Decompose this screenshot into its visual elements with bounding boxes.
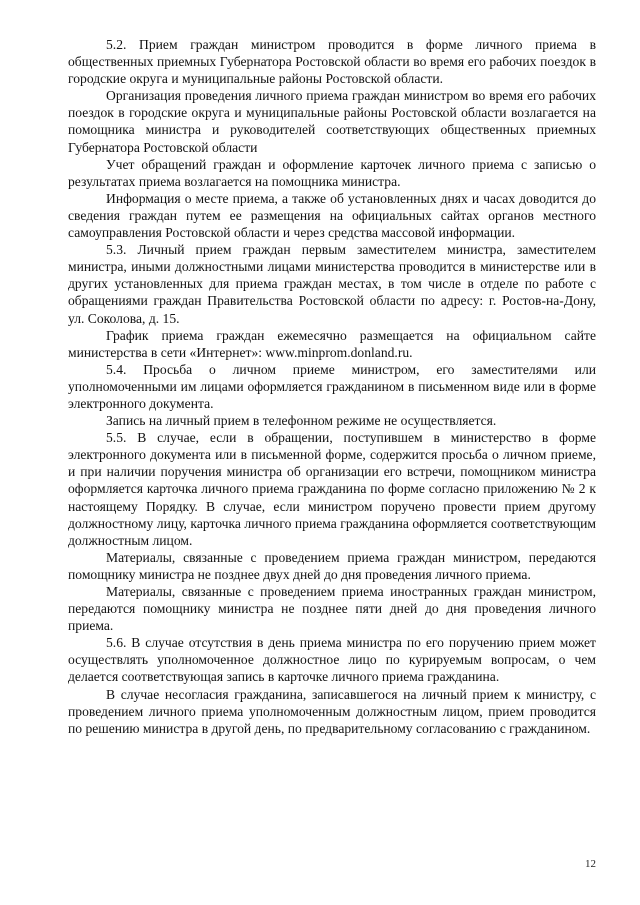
paragraph-disagreement: В случае несогласия гражданина, записавшегося на личный прием к министру, с проведением личного приема уполномоченным должностным лицом, прием проводится по решению министра в другой день, по предварительному согласованию с гражданином. [68, 686, 596, 736]
paragraph-5-2: 5.2. Прием граждан министром проводится в форме личного приема в общественных приемных Губернатора Ростовской области во время его рабочих поездок в городские округа и муниципальные районы Ростовской области. [68, 37, 596, 87]
paragraph-information: Информация о месте приема, а также об установленных днях и часах доводится до сведения граждан путем ее размещения на официальных сайтах органов местного самоуправления Ростовской области и через средства массовой информации. [68, 190, 596, 241]
paragraph-materials-foreign: Материалы, связанные с проведением приема иностранных граждан министром, передаются помощнику министра не позднее пяти дней до дня проведения личного приема. [68, 584, 596, 634]
paragraph-5-5: 5.5. В случае, если в обращении, поступившем в министерство в форме электронного документа или в письменной форме, содержится просьба о личном приеме, и при наличии поручения министра об организации его встречи, помощником министра оформляется карточка личного приема гражданина по форме согласно приложению № 2 к настоящему Порядку. В случае, если министром поручено провести прием другому должностному лицу, карточка личного приема гражданина оформляется соответствующим должностным лицом. [68, 430, 596, 548]
paragraph-5-4: 5.4. Просьба о личном приеме министром, его заместителями или уполномоченными им лицами оформляется гражданином в письменном виде или в форме электронного документа. [68, 361, 596, 411]
page-number: 12 [585, 858, 596, 870]
document-body [68, 36, 596, 737]
paragraph-phone: Запись на личный прием в телефонном режиме не осуществляется. [106, 413, 497, 429]
paragraph-organization: Организация проведения личного приема граждан министром во время его рабочих поездок в городские округа и муниципальные районы Ростовской области возлагается на помощника министра и руководителей соответствующих общественных приемных Губернатора Ростовской области [68, 88, 596, 155]
paragraph-5-6: 5.6. В случае отсутствия в день приема министра по его поручению прием может осуществлять уполномоченное должностное лицо по курируемым вопросам, о чем делается соответствующая запись в карточке личного приема гражданина. [68, 635, 596, 685]
paragraph-accounting: Учет обращений граждан и оформление карточек личного приема с записью о результатах приема возлагается на помощника министра. [68, 156, 596, 189]
paragraph-materials-citizens: Материалы, связанные с проведением приема граждан министром, передаются помощнику министра не позднее двух дней до дня проведения личного приема. [68, 549, 596, 582]
paragraph-schedule: График приема граждан ежемесячно размещается на официальном сайте министерства в сети «Интернет»: www.minprom.donland.ru. [68, 327, 596, 360]
paragraph-5-3: 5.3. Личный прием граждан первым заместителем министра, заместителем министра, иными должностными лицами министерства проводится в министерстве или в других установленных для приема граждан местах, в том числе в отделе по работе с обращениями граждан Правительства Ростовской области по адресу: г. Ростов-на-Дону, ул. Соколова, д. 15. [68, 242, 596, 326]
